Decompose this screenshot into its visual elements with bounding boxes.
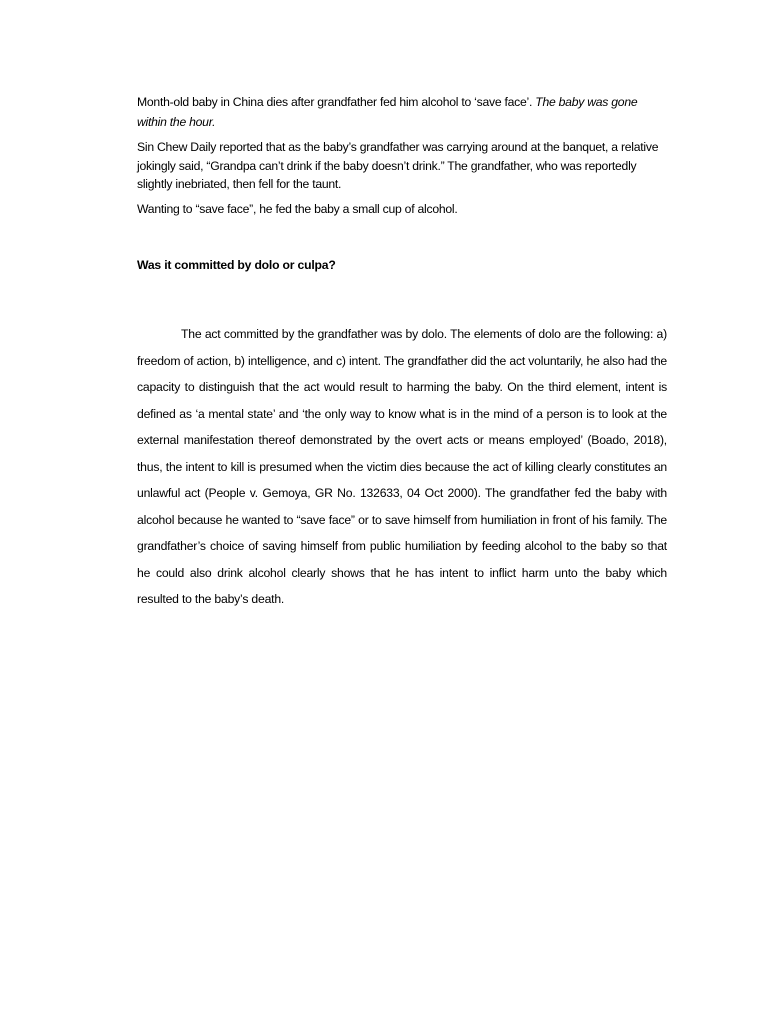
headline-main: Month-old baby in China dies after grandfather fed him alcohol to ‘save face’. [137, 95, 533, 109]
headline [137, 92, 667, 132]
save-face-paragraph: Wanting to “save face”, he fed the baby a small cup of alcohol. [137, 201, 458, 216]
report-paragraph: Sin Chew Daily reported that as the baby’s grandfather was carrying around at the banquet, a relative jokingly said, “Grandpa can’t drink if the baby doesn’t drink.” The grandfather, who was reportedly slightly inebriated, then fell for the taunt. [137, 140, 659, 191]
headline-italic: The baby was gone within the hour. [137, 95, 638, 129]
answer-paragraph: The act committed by the grandfather was by dolo. The elements of dolo are the following: a) freedom of action, b) intelligence, and c) intent. The grandfather did the act voluntarily, he also had the capacity to distinguish that the act would result to harming the baby. On the third element, intent is defined as ‘a mental state’ and ‘the only way to know what is in the mind of a person is to look at the external manifestation thereof demonstrated by the overt acts or means employed’ (Boado, 2018), thus, the intent to kill is presumed when the victim dies because the act of killing clearly constitutes an unlawful act (People v. Gemoya, GR No. 132633, 04 Oct 2000). The grandfather fed the baby with alcohol because he wanted to “save face” or to save himself from humiliation in front of his family. The grandfather’s choice of saving himself from public humiliation by feeding alcohol to the baby so that he could also drink alcohol clearly shows that he has intent to inflict harm unto the baby which resulted to the baby’s death. [137, 327, 667, 606]
document-body [137, 92, 667, 613]
question-heading: Was it committed by dolo or culpa? [137, 258, 336, 272]
